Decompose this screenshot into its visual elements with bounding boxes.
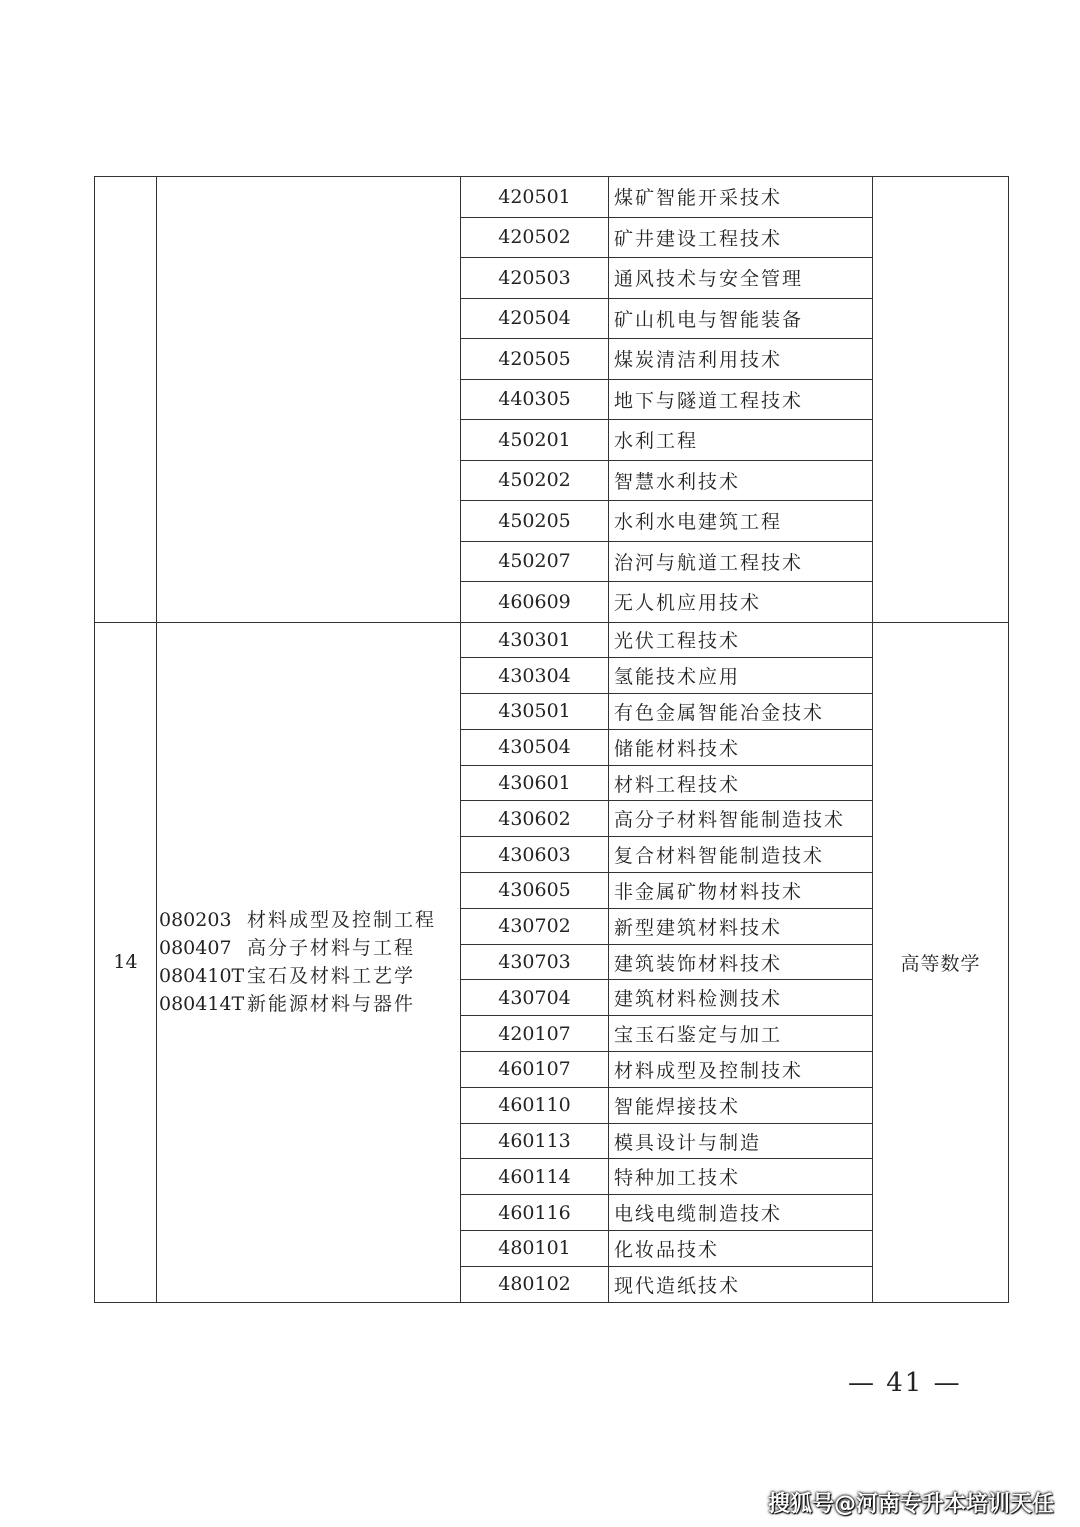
- vocational-name: 智能焊接技术: [609, 1087, 873, 1123]
- vocational-name: 地下与隧道工程技术: [609, 379, 873, 420]
- vocational-name: 煤矿智能开采技术: [609, 177, 873, 218]
- vocational-code: 420107: [461, 1016, 609, 1052]
- vocational-code: 480101: [461, 1231, 609, 1267]
- table-row: [95, 177, 1009, 218]
- vocational-name: 有色金属智能冶金技术: [609, 694, 873, 730]
- vocational-name: 无人机应用技术: [609, 582, 873, 623]
- group-number: 14: [95, 622, 157, 1302]
- vocational-name: 电线电缆制造技术: [609, 1195, 873, 1231]
- vocational-name: 水利工程: [609, 420, 873, 461]
- major-code: 080203: [159, 909, 232, 932]
- vocational-code: 450201: [461, 420, 609, 461]
- vocational-code: 430301: [461, 622, 609, 658]
- vocational-code: 420505: [461, 339, 609, 380]
- major-table: [94, 176, 1009, 1303]
- undergrad-major-item: [157, 990, 460, 1018]
- vocational-name: 材料工程技术: [609, 765, 873, 801]
- vocational-name: 特种加工技术: [609, 1159, 873, 1195]
- vocational-code: 480102: [461, 1266, 609, 1302]
- vocational-name: 模具设计与制造: [609, 1123, 873, 1159]
- vocational-code: 420504: [461, 298, 609, 339]
- vocational-code: 430601: [461, 765, 609, 801]
- undergrad-major-item: [157, 962, 460, 990]
- vocational-name: 材料成型及控制技术: [609, 1052, 873, 1088]
- major-name: 宝石及材料工艺学: [247, 965, 416, 988]
- exam-subject: 高等数学: [873, 622, 1009, 1302]
- vocational-code: 430501: [461, 694, 609, 730]
- exam-subject-cell: [873, 177, 1009, 623]
- vocational-code: 420503: [461, 258, 609, 299]
- vocational-name: 矿山机电与智能装备: [609, 298, 873, 339]
- vocational-code: 450207: [461, 541, 609, 582]
- vocational-code: 420502: [461, 217, 609, 258]
- vocational-name: 水利水电建筑工程: [609, 501, 873, 542]
- vocational-name: 储能材料技术: [609, 729, 873, 765]
- vocational-name: 现代造纸技术: [609, 1266, 873, 1302]
- major-code: 080410T: [159, 965, 245, 988]
- vocational-name: 通风技术与安全管理: [609, 258, 873, 299]
- major-name: 新能源材料与器件: [247, 993, 416, 1016]
- vocational-code: 460114: [461, 1159, 609, 1195]
- vocational-code: 430605: [461, 873, 609, 909]
- vocational-code: 460113: [461, 1123, 609, 1159]
- vocational-code: 430702: [461, 908, 609, 944]
- vocational-name: 高分子材料智能制造技术: [609, 801, 873, 837]
- vocational-name: 氢能技术应用: [609, 658, 873, 694]
- group-number-cell: [95, 177, 157, 623]
- undergrad-major-item: [157, 934, 460, 962]
- vocational-code: 430304: [461, 658, 609, 694]
- vocational-code: 430703: [461, 944, 609, 980]
- vocational-code: 440305: [461, 379, 609, 420]
- major-code: 080414T: [159, 993, 245, 1016]
- table-row: [95, 622, 1009, 658]
- vocational-name: 光伏工程技术: [609, 622, 873, 658]
- vocational-name: 煤炭清洁利用技术: [609, 339, 873, 380]
- vocational-name: 智慧水利技术: [609, 460, 873, 501]
- vocational-name: 治河与航道工程技术: [609, 541, 873, 582]
- vocational-name: 复合材料智能制造技术: [609, 837, 873, 873]
- vocational-name: 宝玉石鉴定与加工: [609, 1016, 873, 1052]
- vocational-code: 430504: [461, 729, 609, 765]
- page-number: — 41 —: [848, 1368, 962, 1398]
- vocational-code: 460609: [461, 582, 609, 623]
- vocational-name: 化妆品技术: [609, 1231, 873, 1267]
- undergrad-major-list: [157, 622, 461, 1302]
- watermark: 搜狐号@河南专升本培训天任: [767, 1492, 1054, 1517]
- vocational-code: 450205: [461, 501, 609, 542]
- vocational-code: 430602: [461, 801, 609, 837]
- vocational-code: 450202: [461, 460, 609, 501]
- undergrad-major-cell: [157, 177, 461, 623]
- major-name: 材料成型及控制工程: [247, 909, 437, 932]
- major-code: 080407: [159, 937, 232, 960]
- vocational-name: 非金属矿物材料技术: [609, 873, 873, 909]
- vocational-code: 460107: [461, 1052, 609, 1088]
- vocational-code: 460110: [461, 1087, 609, 1123]
- undergrad-major-item: [157, 906, 460, 934]
- vocational-code: 420501: [461, 177, 609, 218]
- vocational-name: 矿井建设工程技术: [609, 217, 873, 258]
- vocational-code: 430603: [461, 837, 609, 873]
- major-name: 高分子材料与工程: [247, 937, 416, 960]
- vocational-name: 新型建筑材料技术: [609, 908, 873, 944]
- vocational-name: 建筑材料检测技术: [609, 980, 873, 1016]
- vocational-code: 430704: [461, 980, 609, 1016]
- vocational-code: 460116: [461, 1195, 609, 1231]
- vocational-name: 建筑装饰材料技术: [609, 944, 873, 980]
